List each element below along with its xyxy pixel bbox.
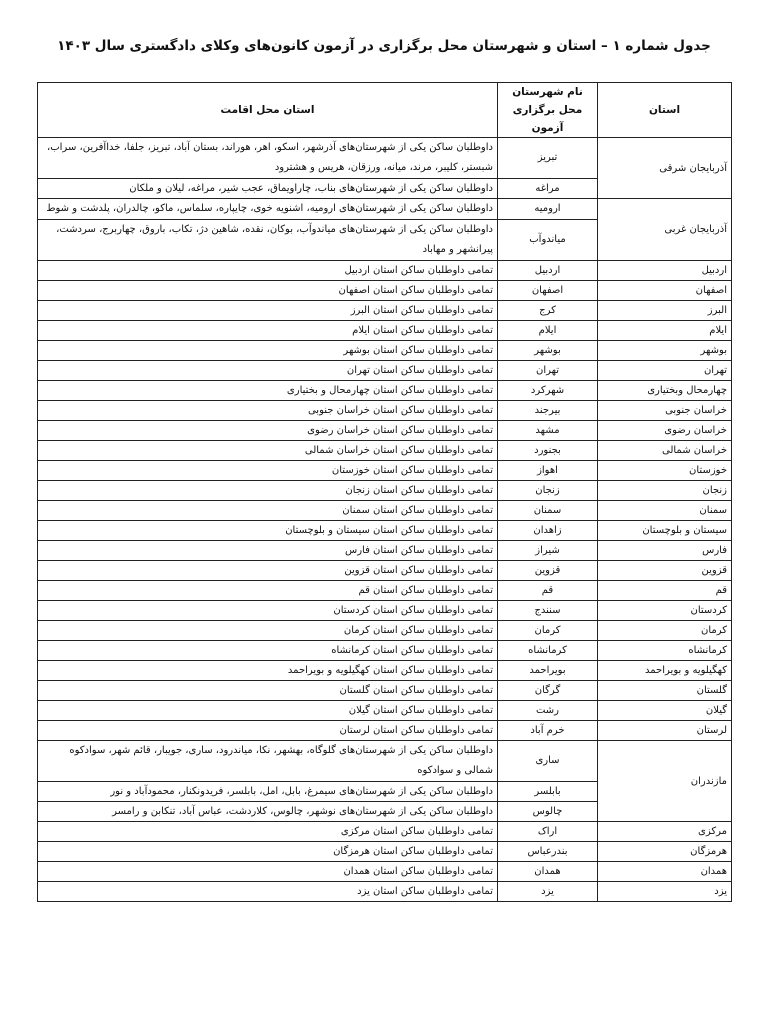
cell-city: اراک [498, 822, 598, 842]
cell-residence: تمامی داوطلبان ساکن استان البرز [38, 301, 498, 321]
cell-province: اردبیل [598, 261, 732, 281]
cell-province: لرستان [598, 721, 732, 741]
cell-residence: تمامی داوطلبان ساکن استان هرمزگان [38, 842, 498, 862]
table-row [38, 441, 732, 461]
header-city: نام شهرستان محل برگزاری آزمون [498, 83, 598, 138]
cell-province: زنجان [598, 481, 732, 501]
cell-province: کرمانشاه [598, 641, 732, 661]
table-row [38, 822, 732, 842]
cell-city: زنجان [498, 481, 598, 501]
table-row [38, 842, 732, 862]
cell-city: اهواز [498, 461, 598, 481]
cell-city: ارومیه [498, 199, 598, 220]
table-row [38, 721, 732, 741]
cell-province: قم [598, 581, 732, 601]
cell-residence: داوطلبان ساکن یکی از شهرستان‌های سیمرغ، بابل، امل، بابلسر، فریدونکنار، محمودآباد و نور [38, 782, 498, 802]
cell-city: اردبیل [498, 261, 598, 281]
cell-city: بیرجند [498, 401, 598, 421]
cell-residence: تمامی داوطلبان ساکن استان چهارمحال و بختیاری [38, 381, 498, 401]
cell-residence: تمامی داوطلبان ساکن استان خراسان رضوی [38, 421, 498, 441]
cell-residence: تمامی داوطلبان ساکن استان کردستان [38, 601, 498, 621]
cell-residence: تمامی داوطلبان ساکن استان یزد [38, 882, 498, 902]
cell-province: همدان [598, 862, 732, 882]
table-row [38, 641, 732, 661]
cell-province: قزوین [598, 561, 732, 581]
cell-city: بابلسر [498, 782, 598, 802]
table-row [38, 341, 732, 361]
cell-residence: تمامی داوطلبان ساکن استان گلستان [38, 681, 498, 701]
cell-city: سمنان [498, 501, 598, 521]
cell-residence: تمامی داوطلبان ساکن استان همدان [38, 862, 498, 882]
cell-province: گیلان [598, 701, 732, 721]
cell-province: خوزستان [598, 461, 732, 481]
cell-city: گرگان [498, 681, 598, 701]
cell-province: البرز [598, 301, 732, 321]
table-row [38, 199, 732, 220]
table-row [38, 681, 732, 701]
table-row [38, 261, 732, 281]
cell-province: خراسان رضوی [598, 421, 732, 441]
cell-residence: تمامی داوطلبان ساکن استان اصفهان [38, 281, 498, 301]
cell-residence: تمامی داوطلبان ساکن استان کرمانشاه [38, 641, 498, 661]
cell-city: بندرعباس [498, 842, 598, 862]
table-row [38, 561, 732, 581]
cell-city: مراغه [498, 179, 598, 199]
cell-province: تهران [598, 361, 732, 381]
cell-residence: تمامی داوطلبان ساکن استان گیلان [38, 701, 498, 721]
table-row [38, 581, 732, 601]
table-row [38, 882, 732, 902]
table-row [38, 862, 732, 882]
cell-province: ایلام [598, 321, 732, 341]
table-row [38, 501, 732, 521]
cell-residence: تمامی داوطلبان ساکن استان ایلام [38, 321, 498, 341]
cell-residence: داوطلبان ساکن یکی از شهرستان‌های نوشهر، چالوس، کلاردشت، عباس آباد، تنکابن و رامسر [38, 802, 498, 822]
cell-province: آذربایجان غربی [598, 199, 732, 261]
cell-residence: تمامی داوطلبان ساکن استان فارس [38, 541, 498, 561]
cell-city: بویراحمد [498, 661, 598, 681]
table-row [38, 401, 732, 421]
table-row [38, 481, 732, 501]
cell-residence: تمامی داوطلبان ساکن استان قم [38, 581, 498, 601]
header-province: استان [598, 83, 732, 138]
cell-city: کرج [498, 301, 598, 321]
table-row [38, 601, 732, 621]
table-row [38, 138, 732, 179]
cell-city: ایلام [498, 321, 598, 341]
cell-province: کردستان [598, 601, 732, 621]
cell-city: قم [498, 581, 598, 601]
table-row [38, 281, 732, 301]
cell-city: میاندوآب [498, 220, 598, 261]
table-row [38, 741, 732, 782]
cell-province: مازندران [598, 741, 732, 822]
cell-residence: تمامی داوطلبان ساکن استان بوشهر [38, 341, 498, 361]
cell-residence: داوطلبان ساکن یکی از شهرستان‌های بناب، چاراویماق، عجب شیر، مراغه، لیلان و ملکان [38, 179, 498, 199]
cell-city: چالوس [498, 802, 598, 822]
table-row [38, 461, 732, 481]
cell-province: یزد [598, 882, 732, 902]
table-row [38, 361, 732, 381]
cell-city: همدان [498, 862, 598, 882]
cell-residence: تمامی داوطلبان ساکن استان اردبیل [38, 261, 498, 281]
cell-city: تبریز [498, 138, 598, 179]
cell-residence: تمامی داوطلبان ساکن استان قزوین [38, 561, 498, 581]
table-row [38, 541, 732, 561]
province-city-table [37, 82, 732, 902]
cell-province: بوشهر [598, 341, 732, 361]
cell-residence: تمامی داوطلبان ساکن استان زنجان [38, 481, 498, 501]
cell-city: کرمانشاه [498, 641, 598, 661]
cell-residence: تمامی داوطلبان ساکن استان خراسان شمالی [38, 441, 498, 461]
cell-province: آذربایجان شرقی [598, 138, 732, 199]
cell-province: مرکزی [598, 822, 732, 842]
cell-residence: تمامی داوطلبان ساکن استان خراسان جنوبی [38, 401, 498, 421]
cell-city: رشت [498, 701, 598, 721]
table-row [38, 701, 732, 721]
cell-province: اصفهان [598, 281, 732, 301]
cell-city: شیراز [498, 541, 598, 561]
cell-city: یزد [498, 882, 598, 902]
cell-province: خراسان جنوبی [598, 401, 732, 421]
table-row [38, 321, 732, 341]
cell-province: گلستان [598, 681, 732, 701]
cell-residence: تمامی داوطلبان ساکن استان سمنان [38, 501, 498, 521]
cell-residence: تمامی داوطلبان ساکن استان کهگیلویه و بویراحمد [38, 661, 498, 681]
table-row [38, 661, 732, 681]
cell-residence: تمامی داوطلبان ساکن استان سیستان و بلوچستان [38, 521, 498, 541]
table-body [38, 138, 732, 902]
header-residence: استان محل اقامت [38, 83, 498, 138]
cell-city: کرمان [498, 621, 598, 641]
cell-city: مشهد [498, 421, 598, 441]
cell-city: تهران [498, 361, 598, 381]
table-row [38, 421, 732, 441]
cell-residence: تمامی داوطلبان ساکن استان تهران [38, 361, 498, 381]
table-header-row [38, 83, 732, 138]
cell-province: سیستان و بلوچستان [598, 521, 732, 541]
cell-city: بجنورد [498, 441, 598, 461]
page-title: جدول شماره ۱ – استان و شهرستان محل برگزاری در آزمون کانون‌های وکلای دادگستری سال ۱۴۰۳ [57, 38, 711, 54]
cell-city: اصفهان [498, 281, 598, 301]
cell-city: شهرکرد [498, 381, 598, 401]
cell-residence: تمامی داوطلبان ساکن استان خوزستان [38, 461, 498, 481]
cell-residence: داوطلبان ساکن یکی از شهرستان‌های میاندوآب، بوکان، نقده، شاهین دژ، تکاب، باروق، چهاربرج، سردشت، پیرانشهر و مهاباد [38, 220, 498, 261]
cell-province: فارس [598, 541, 732, 561]
table-row [38, 521, 732, 541]
cell-city: سنندج [498, 601, 598, 621]
cell-residence: داوطلبان ساکن یکی از شهرستان‌های ارومیه، اشنویه خوی، چایپاره، سلماس، ماکو، چالدران، پلدشت و شوط [38, 199, 498, 220]
cell-residence: تمامی داوطلبان ساکن استان کرمان [38, 621, 498, 641]
cell-city: خرم آباد [498, 721, 598, 741]
table-row [38, 381, 732, 401]
table-row [38, 301, 732, 321]
cell-residence: داوطلبان ساکن یکی از شهرستان‌های گلوگاه، بهشهر، نکا، میاندرود، ساری، جویبار، قائم شهر، سوادکوه شمالی و سوادکوه [38, 741, 498, 782]
cell-city: قزوین [498, 561, 598, 581]
cell-province: هرمزگان [598, 842, 732, 862]
table-row [38, 621, 732, 641]
cell-province: کهگیلویه و بویراحمد [598, 661, 732, 681]
cell-province: کرمان [598, 621, 732, 641]
cell-city: زاهدان [498, 521, 598, 541]
cell-residence: تمامی داوطلبان ساکن استان لرستان [38, 721, 498, 741]
cell-city: ساری [498, 741, 598, 782]
cell-province: خراسان شمالی [598, 441, 732, 461]
cell-city: بوشهر [498, 341, 598, 361]
cell-province: سمنان [598, 501, 732, 521]
cell-province: چهارمحال وبختیاری [598, 381, 732, 401]
cell-residence: تمامی داوطلبان ساکن استان مرکزی [38, 822, 498, 842]
cell-residence: داوطلبان ساکن یکی از شهرستان‌های آذرشهر، اسکو، اهر، هوراند، بستان آباد، تبریز، جلفا، خداآفرین، سراب، شبستر، کلیبر، مرند، میانه، ورزقان، هریس و هشترود [38, 138, 498, 179]
